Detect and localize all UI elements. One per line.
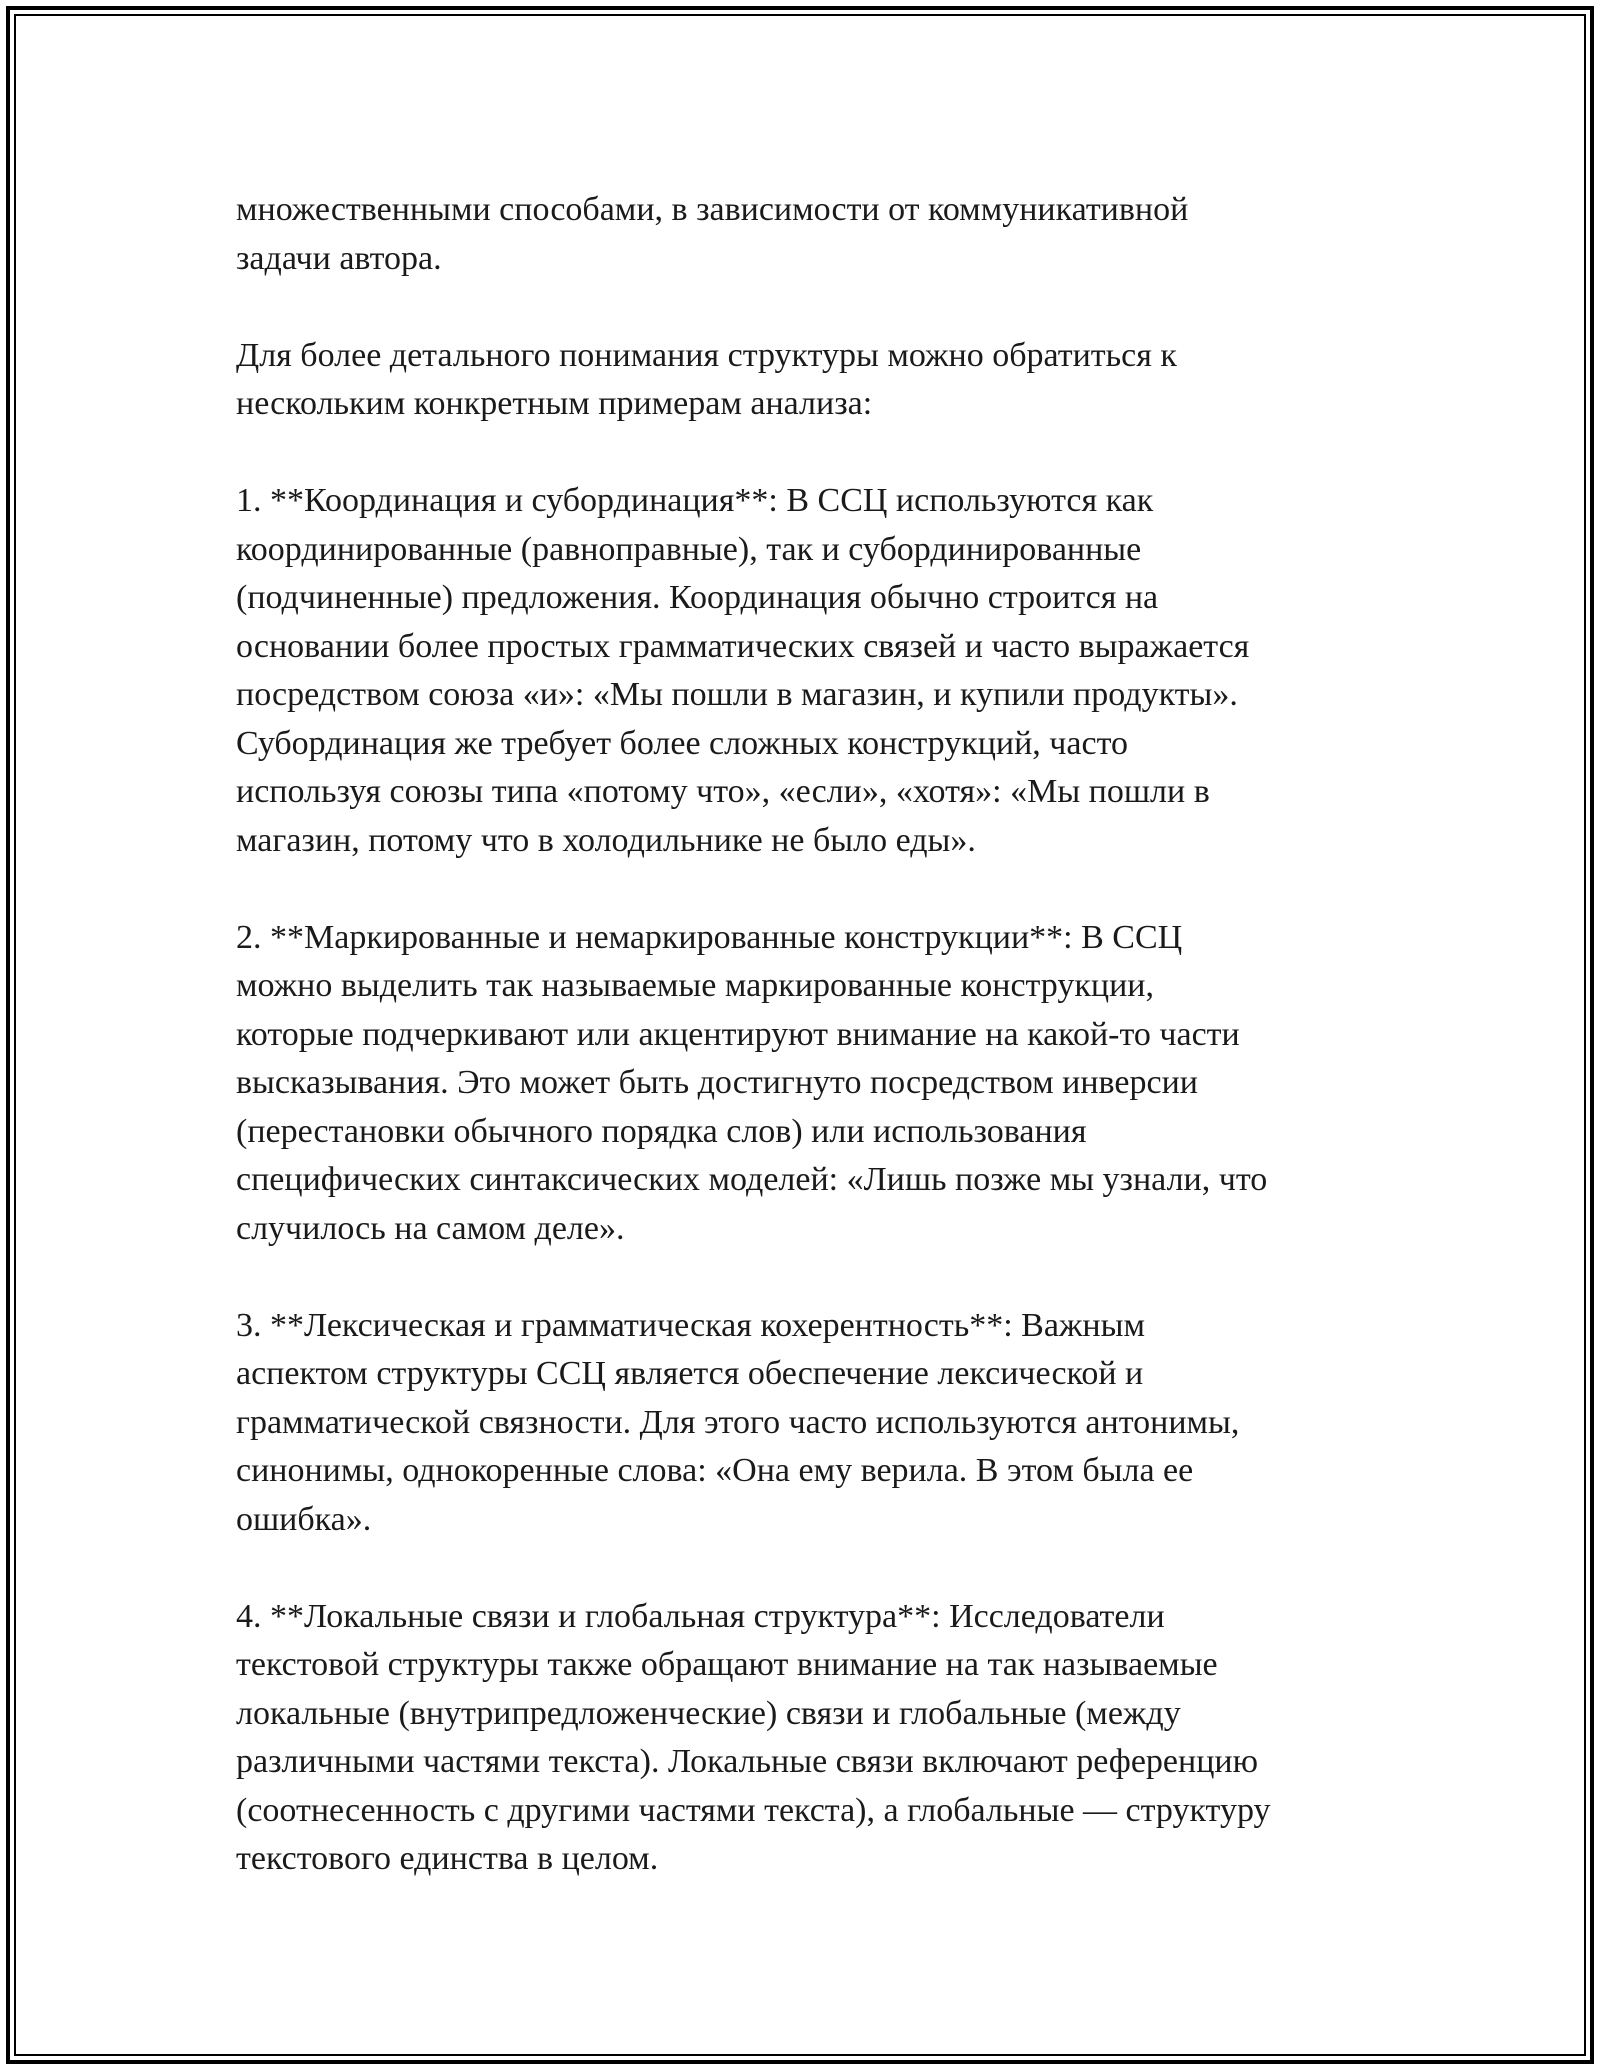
paragraph-item-3-coherence: 3. **Лексическая и грамматическая кохерентность**: Важным аспектом структуры ССЦ является обеспечение лексической и грамматической связности. Для этого часто используются антонимы, синонимы, однокоренные слова: «Она ему верила. В этом была ее ошибка». (236, 1306, 1240, 1538)
paragraph-item-1-coordination: 1. **Координация и субординация**: В ССЦ используются как координированные (равноправные), так и субординированные (подчиненные) предложения. Координация обычно строится на основании более простых грамматических связей и часто выражается посредством союза «и»: «Мы пошли в магазин, и купили продукты». Субординация же требует более сложных конструкций, часто используя союзы типа «потому что», «если», «хотя»: «Мы пошли в магазин, потому что в холодильнике не было еды». (236, 482, 1250, 859)
paragraph-item-4-local-global: 4. **Локальные связи и глобальная структура**: Исследователи текстовой структуры также обращают внимание на так называемые локальные (внутрипредложенческие) связи и глобальные (между различными частями текста). Локальные связи включают референцию (соотнесенность с другими частями текста), а глобальные — структуру текстового единства в целом. (236, 1597, 1271, 1877)
paragraph-intro-examples: Для более детального понимания структуры можно обратиться к нескольким конкретным примерам анализа: (236, 336, 1177, 422)
document-body (236, 186, 1376, 1884)
paragraph-item-2-marked-constructions: 2. **Маркированные и немаркированные конструкции**: В ССЦ можно выделить так называемые маркированные конструкции, которые подчеркивают или акцентируют внимание на какой-то части высказывания. Это может быть достигнуто посредством инверсии (перестановки обычного порядка слов) или использования специфических синтаксических моделей: «Лишь позже мы узнали, что случилось на самом деле». (236, 918, 1268, 1247)
paragraph-continuation: множественными способами, в зависимости от коммуникативной задачи автора. (236, 191, 1189, 277)
